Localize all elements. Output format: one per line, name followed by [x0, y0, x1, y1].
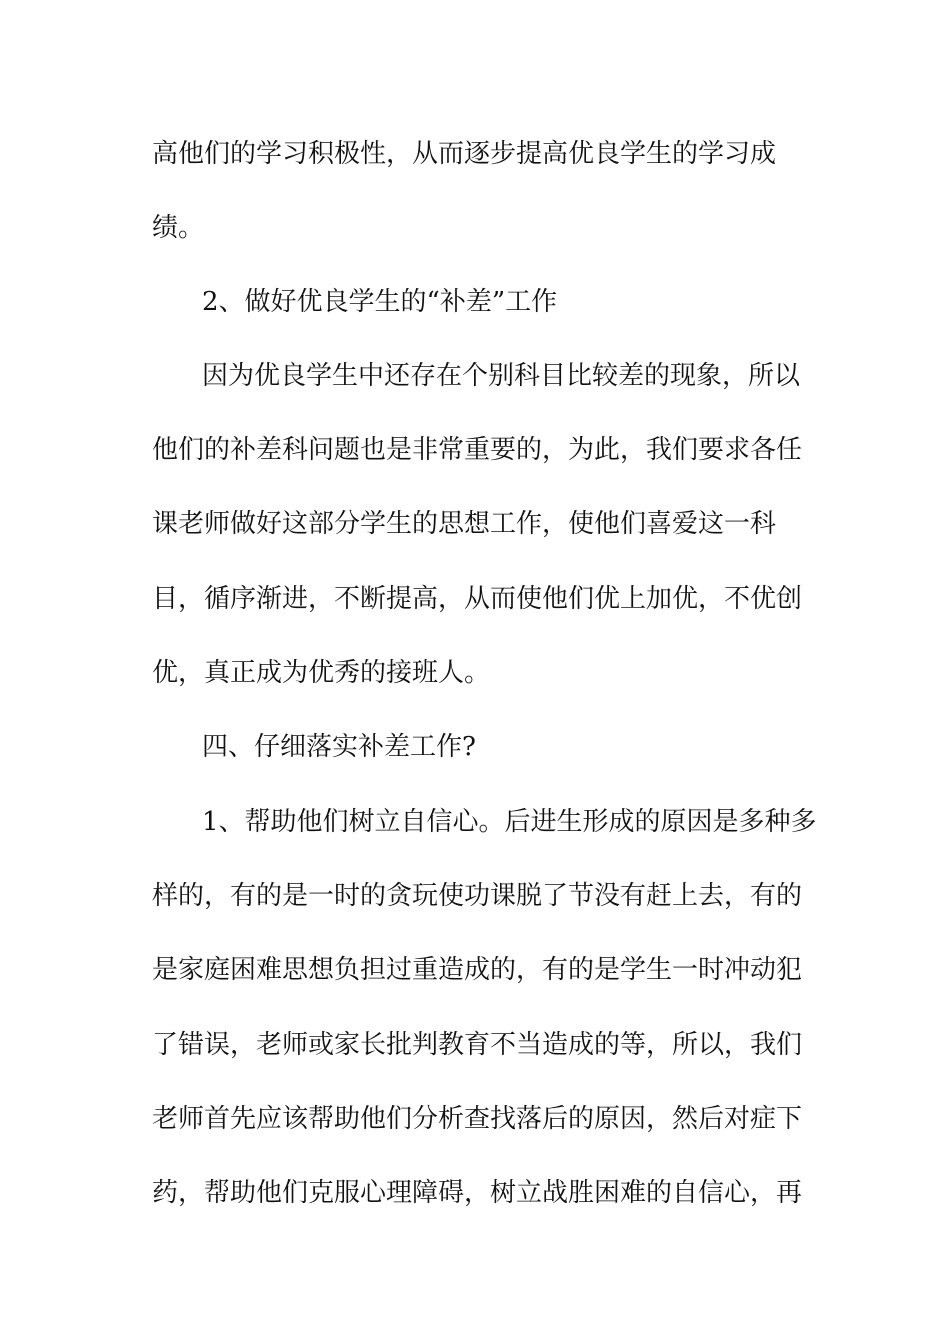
text-line: 他们的补差科问题也是非常重要的，为此，我们要求各任 — [152, 435, 803, 465]
text-line: 高他们的学习积极性，从而逐步提高优良学生的学习成 — [152, 139, 777, 169]
text-line: 样的，有的是一时的贪玩使功课脱了节没有赶上去，有的 — [152, 881, 803, 911]
text-line: 优，真正成为优秀的接班人。 — [152, 658, 491, 688]
text-line: 了错误，老师或家长批判教育不当造成的等，所以，我们 — [152, 1030, 803, 1060]
section-heading: 四、仔细落实补差工作? — [202, 732, 476, 762]
text-line: 绩。 — [152, 213, 205, 243]
section-heading: 2、做好优良学生的“补差”工作 — [202, 287, 558, 317]
text-line: 因为优良学生中还存在个别科目比较差的现象，所以 — [202, 361, 801, 391]
text-line: 1、帮助他们树立自信心。后进生形成的原因是多种多 — [202, 807, 817, 837]
text-line: 课老师做好这部分学生的思想工作，使他们喜爱这一科 — [152, 509, 777, 539]
text-line: 是家庭困难思想负担过重造成的，有的是学生一时冲动犯 — [152, 955, 803, 985]
text-line: 药，帮助他们克服心理障碍，树立战胜困难的自信心，再 — [152, 1178, 803, 1208]
text-line: 目，循序渐进，不断提高，从而使他们优上加优，不优创 — [152, 584, 803, 614]
text-line: 老师首先应该帮助他们分析查找落后的原因，然后对症下 — [152, 1104, 803, 1134]
